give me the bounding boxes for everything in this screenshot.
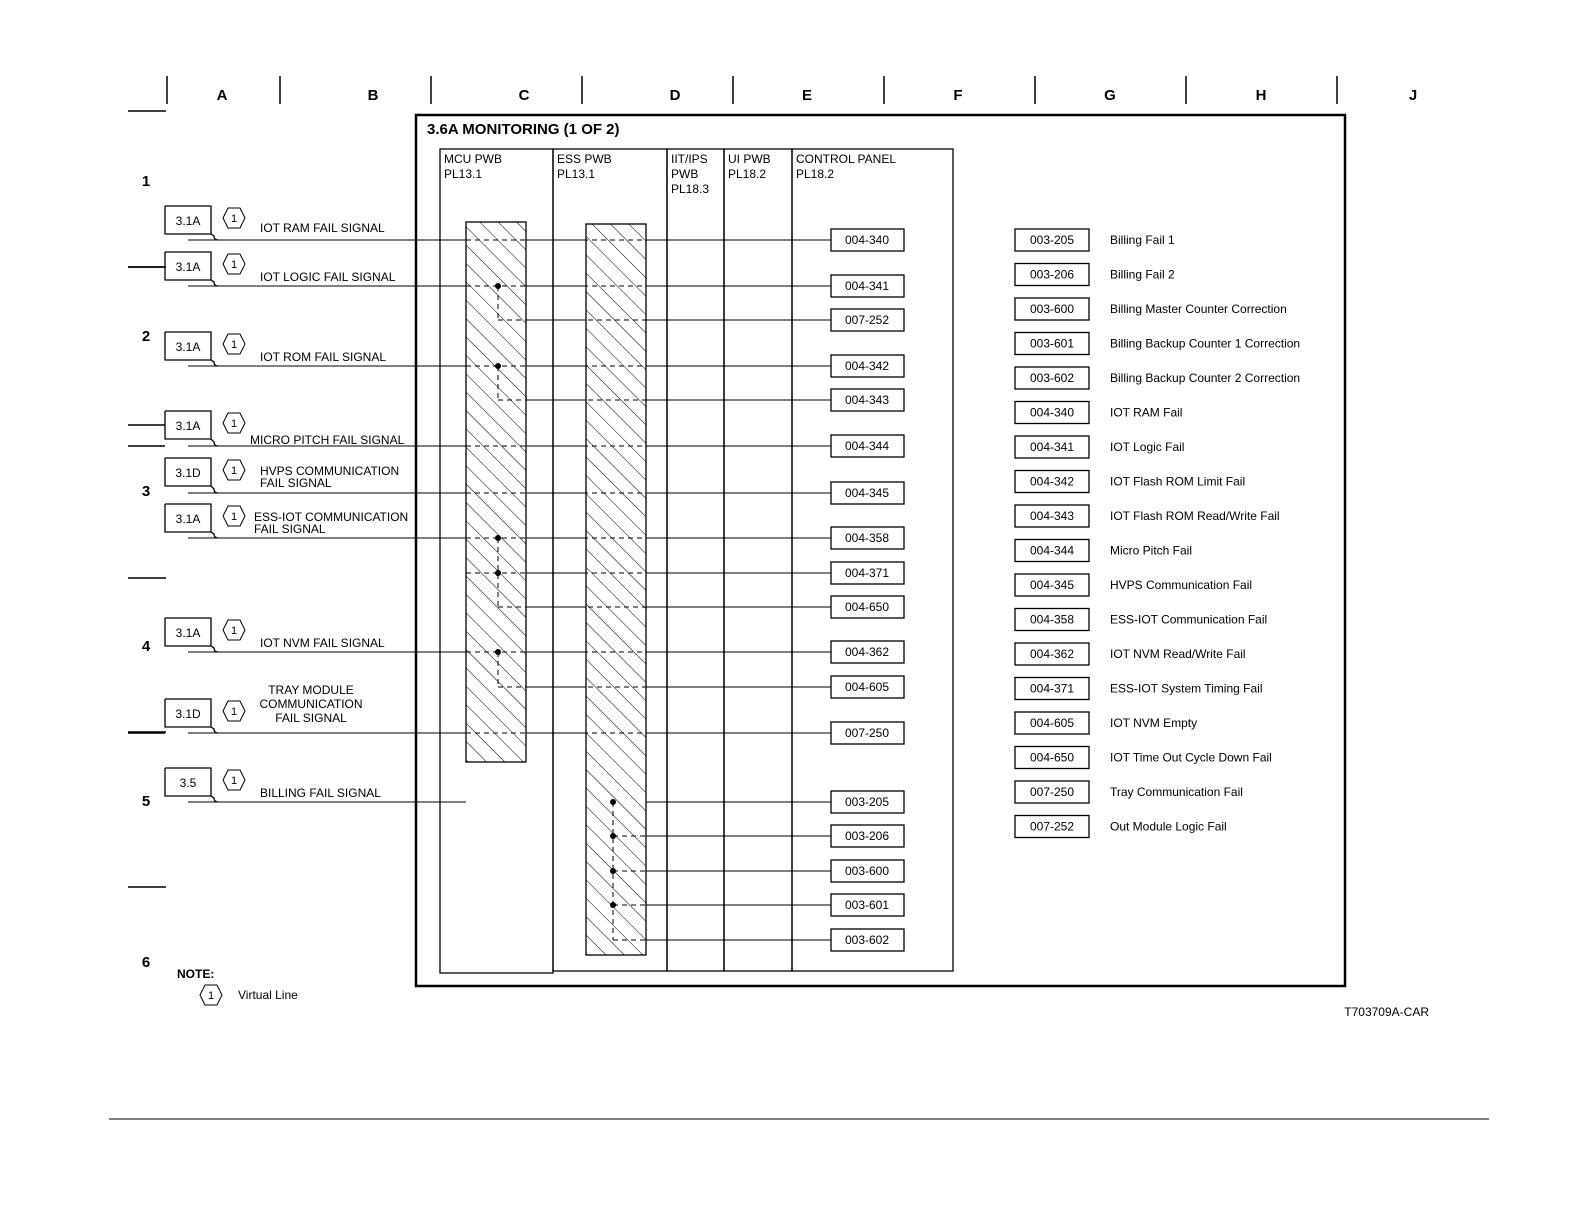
legend-description: Billing Master Counter Correction [1110,302,1287,316]
note-layer [109,967,1489,1119]
output-box-group [646,562,904,584]
legend-description: Billing Fail 1 [1110,233,1175,247]
legend-description: IOT Logic Fail [1110,440,1185,454]
board-label: IIT/IPS [671,152,708,166]
junction-dot [495,283,501,289]
mcu-logic-block [466,222,526,762]
legend-row [1015,609,1267,631]
legend-description: IOT NVM Empty [1110,716,1198,730]
legend-code: 004-371 [1029,681,1075,696]
reference-tag-label: 3.1A [175,340,201,354]
column-label: C [518,87,530,104]
legend-code: 004-341 [1029,440,1075,454]
output-box-group [646,894,904,916]
output-box-group [646,791,904,813]
reference-tag-label: 3.1A [175,214,201,228]
output-box-group [646,275,904,297]
signal-label: MICRO PITCH FAIL SIGNAL [250,433,405,447]
legend-description: IOT Time Out Cycle Down Fail [1110,750,1272,765]
legend-description: ESS-IOT Communication Fail [1110,612,1268,627]
reference-tag-label: 3.5 [179,776,197,790]
fail-code-label: 007-250 [844,726,890,740]
output-box-group [646,676,904,698]
legend-code: 004-358 [1029,612,1075,627]
signal-row [165,768,466,802]
board-outline [724,149,792,971]
board-outline [667,149,724,971]
legend-row [1015,574,1252,596]
column-label: B [367,87,379,104]
fail-code-label: 007-252 [844,313,890,327]
fail-code-label: 003-602 [844,933,890,947]
legend-code: 004-342 [1029,474,1075,489]
signal-label: FAIL SIGNAL [260,476,332,490]
fail-code-label: 004-650 [844,600,890,614]
fail-code-label: 004-345 [844,486,890,500]
board-label: PL13.1 [557,167,596,181]
column-label: H [1255,87,1267,104]
junction-dot [610,833,616,839]
board-label: MCU PWB [444,152,502,166]
fail-code-label: 003-205 [844,795,890,809]
note-text: Virtual Line [238,988,298,1002]
column-label: E [801,87,813,104]
legend-code: 007-252 [1029,819,1075,834]
board-label: PL18.3 [671,182,710,196]
legend-row [1015,747,1272,769]
legend-description: Billing Backup Counter 2 Correction [1110,371,1301,385]
column-label: J [1408,87,1418,104]
virtual-line-hexagon [223,413,245,433]
legend-row [1015,643,1246,665]
legend-description: Out Module Logic Fail [1110,819,1227,834]
junction-dot [495,649,501,655]
fail-code-label: 004-358 [844,531,890,545]
signal-label: FAIL SIGNAL [275,711,347,725]
signal-label: COMMUNICATION [259,697,363,711]
legend-code: 003-206 [1029,267,1075,282]
legend-code: 007-250 [1029,785,1075,799]
column-label: D [669,87,681,104]
board-label: PWB [671,167,699,181]
virtual-line-hexagon [223,620,245,640]
virtual-line-number: 1 [207,990,215,1002]
legend-code: 004-650 [1029,750,1075,765]
legend-row [1015,402,1182,424]
fail-code-label: 003-600 [844,864,890,878]
signal-row [165,252,466,286]
signal-label: BILLING FAIL SIGNAL [260,786,381,800]
row-label: 2 [141,328,151,345]
virtual-line-number: 1 [230,706,238,718]
virtual-line-number: 1 [230,213,238,225]
board-outline [792,149,953,971]
legend-row [1015,298,1287,320]
column-label: F [953,87,963,104]
board-label: UI PWB [728,152,771,166]
output-box-group [646,929,904,951]
signal-row [165,504,466,538]
fail-code-label: 004-342 [844,359,890,373]
output-box-group [646,860,904,882]
junction-dot [495,535,501,541]
virtual-line-number: 1 [230,465,238,477]
board-label: PL18.2 [796,167,835,181]
fail-code-label: 004-344 [844,439,890,453]
fail-code-label: 004-362 [844,645,890,659]
signal-row [165,332,466,366]
note-virtual-line-symbol [200,985,222,1005]
output-box-group [646,355,904,377]
figure-id: T703709A-CAR [1344,1005,1429,1019]
virtual-line-number: 1 [230,418,238,430]
output-box-group [646,229,904,251]
column-label: G [1104,87,1116,104]
row-label: 3 [141,483,151,500]
legend-row [1015,781,1243,803]
junction-dot [610,799,616,805]
legend-row [1015,436,1184,458]
virtual-line-hexagon [223,701,245,721]
legend-code: 004-344 [1029,543,1075,558]
board-label: PL13.1 [444,167,483,181]
output-box-group [646,596,904,618]
row-label: 6 [141,954,151,971]
virtual-line-hexagon [223,208,245,228]
board-label: ESS PWB [557,152,612,166]
virtual-line-number: 1 [230,259,238,271]
signal-row [165,618,466,652]
signal-label: TRAY MODULE [268,683,354,697]
legend-code: 003-602 [1029,371,1075,385]
legend-description: IOT RAM Fail [1110,405,1183,420]
junction-dot [495,570,501,576]
signal-label: IOT LOGIC FAIL SIGNAL [260,270,396,284]
legend-row [1015,471,1245,493]
output-box-group [646,309,904,331]
virtual-line-hexagon [223,506,245,526]
reference-tag-label: 3.1D [175,707,201,721]
fail-code-label: 004-371 [844,566,890,580]
output-box-group [646,435,904,457]
legend-code: 004-340 [1029,405,1075,420]
legend-description: Tray Communication Fail [1110,785,1243,799]
legend-description: Billing Backup Counter 1 Correction [1110,336,1301,351]
note-heading: NOTE: [177,967,215,981]
board-label: CONTROL PANEL [796,152,897,166]
legend-row [1015,712,1197,734]
legend-row [1015,367,1300,389]
reference-tag-label: 3.1A [175,419,201,433]
legend-description: IOT Flash ROM Limit Fail [1110,474,1246,489]
legend-description: HVPS Communication Fail [1110,578,1253,592]
legend-row [1015,505,1280,527]
signal-label: IOT NVM FAIL SIGNAL [260,636,385,650]
legend-code: 003-601 [1029,336,1075,351]
output-box-group [646,641,904,663]
reference-tag-label: 3.1A [175,260,201,274]
legend-description: Billing Fail 2 [1110,267,1175,282]
legend-layer [1015,229,1300,838]
output-box-group [646,825,904,847]
legend-code: 004-605 [1029,716,1075,730]
signal-label: HVPS COMMUNICATION [260,464,400,478]
junction-dot [610,868,616,874]
signal-label: IOT ROM FAIL SIGNAL [260,350,387,364]
virtual-line-number: 1 [230,625,238,637]
fail-code-label: 004-341 [844,279,890,293]
legend-code: 004-343 [1029,509,1075,523]
reference-tag-label: 3.1A [175,512,201,526]
legend-description: IOT NVM Read/Write Fail [1110,647,1246,661]
legend-code: 004-362 [1029,647,1075,661]
virtual-line-number: 1 [230,775,238,787]
output-box-group [646,482,904,504]
virtual-line-number: 1 [230,339,238,351]
ess-logic-block [586,224,646,955]
junction-dot [610,902,616,908]
output-box-group [646,722,904,744]
row-label: 1 [141,173,151,190]
legend-row [1015,540,1192,562]
fail-code-label: 004-340 [844,233,890,247]
signal-label: IOT RAM FAIL SIGNAL [260,221,385,235]
legend-code: 003-600 [1029,302,1075,316]
fail-code-label: 003-206 [844,829,890,843]
signal-row [165,206,466,240]
row-label: 5 [141,793,151,810]
diagram-title: 3.6A MONITORING (1 OF 2) [427,121,620,138]
legend-row [1015,333,1300,355]
legend-code: 004-345 [1029,578,1075,592]
fail-code-label: 004-605 [844,680,890,694]
fail-code-label: 004-343 [844,393,890,407]
virtual-line-hexagon [223,254,245,274]
signal-label: FAIL SIGNAL [254,522,326,536]
virtual-line-hexagon [223,334,245,354]
output-layer [466,229,904,951]
signal-row [165,458,466,493]
virtual-line-hexagon [223,770,245,790]
legend-code: 003-205 [1029,233,1075,247]
row-label: 4 [141,638,151,655]
legend-description: IOT Flash ROM Read/Write Fail [1110,509,1280,523]
signal-label: ESS-IOT COMMUNICATION [254,510,409,524]
output-box-group [646,527,904,549]
virtual-line-hexagon [223,460,245,480]
reference-tag-label: 3.1D [175,466,201,480]
junction-dot [495,363,501,369]
legend-row [1015,264,1175,286]
legend-row [1015,816,1227,838]
legend-description: Micro Pitch Fail [1110,543,1193,558]
virtual-line-number: 1 [230,511,238,523]
board-label: PL18.2 [728,167,767,181]
legend-description: ESS-IOT System Timing Fail [1110,681,1263,696]
output-box-group [646,389,904,411]
fail-code-label: 003-601 [844,898,890,912]
legend-row [1015,678,1262,700]
reference-tag-label: 3.1A [175,626,201,640]
legend-row [1015,229,1175,251]
column-label: A [216,87,228,104]
